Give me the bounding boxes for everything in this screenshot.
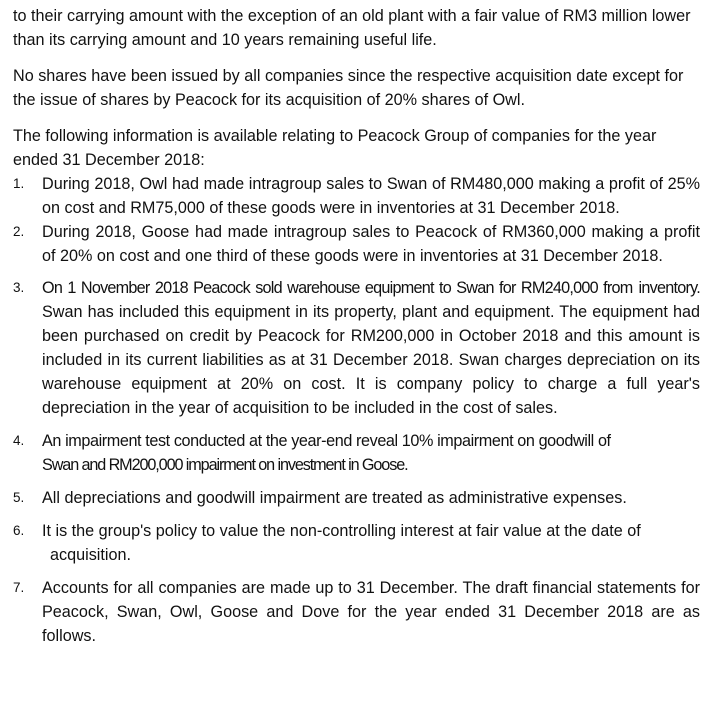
list-number: 4. [13, 433, 25, 448]
list-number: 2. [13, 224, 25, 239]
list-item-text-line2: Swan and RM200,000 impairment on investment in Goose. [42, 456, 408, 474]
list-number: 5. [13, 490, 25, 505]
list-item-5 [13, 486, 700, 510]
list-item-3 [13, 276, 700, 420]
list-item-text: During 2018, Goose had made intragroup sales to Peacock of RM360,000 making a profit of 20% on cost and one third of these goods were in inventories at 31 December 2018. [42, 223, 700, 265]
list-item-text: All depreciations and goodwill impairment are treated as administrative expenses. [42, 489, 627, 507]
shares-note: No shares have been issued by all companies since the respective acquisition date except for the issue of shares by Peacock for its acquisition of 20% shares of Owl. [13, 67, 684, 109]
list-item-text-line1: On 1 November 2018 Peacock sold warehouse equipment to Swan for RM240,000 from [42, 279, 633, 297]
list-item-7 [13, 576, 700, 648]
list-item-6 [13, 519, 700, 567]
list-item-text-line1: An impairment test conducted at the year-end reveal 10% impairment on goodwill of [42, 432, 611, 450]
list-item-text: Accounts for all companies are made up to 31 December. The draft financial statements for Peacock, Swan, Owl, Goose and Dove for the year ended 31 December 2018 are as follows. [42, 579, 700, 645]
list-number: 1. [13, 176, 25, 191]
information-list [13, 172, 700, 648]
list-number: 7. [13, 580, 25, 595]
list-item-text-line1: It is the group's policy to value the non-controlling interest at fair value at the date of [42, 522, 641, 540]
list-item-text: During 2018, Owl had made intragroup sales to Swan of RM480,000 making a profit of 25% on cost and RM75,000 of these goods were in inventories at 31 December 2018. [42, 175, 700, 217]
list-item-text-line2: acquisition. [50, 546, 131, 564]
intro-continuation: to their carrying amount with the exception of an old plant with a fair value of RM3 million lower than its carrying amount and 10 years remaining useful life. [13, 7, 691, 49]
list-item-1 [13, 172, 700, 220]
list-number: 3. [13, 280, 25, 295]
info-heading: The following information is available relating to Peacock Group of companies for the year ended 31 December 2018: [13, 127, 657, 169]
list-item-2 [13, 220, 700, 268]
list-item-text-line2: inventory. [638, 279, 701, 297]
list-item-text-rest: Swan has included this equipment in its property, plant and equipment. The equipment had been purchased on credit by Peacock for RM200,000 in October 2018 and this amount is included in its current liabilities as at 31 December 2018. Swan charges depreciation on its warehouse equipment at 20% on cost. It is company policy to charge a full year's depreciation in the year of acquisition to be included in the cost of sales. [42, 303, 700, 417]
list-item-4 [13, 429, 700, 477]
list-number: 6. [13, 523, 25, 538]
